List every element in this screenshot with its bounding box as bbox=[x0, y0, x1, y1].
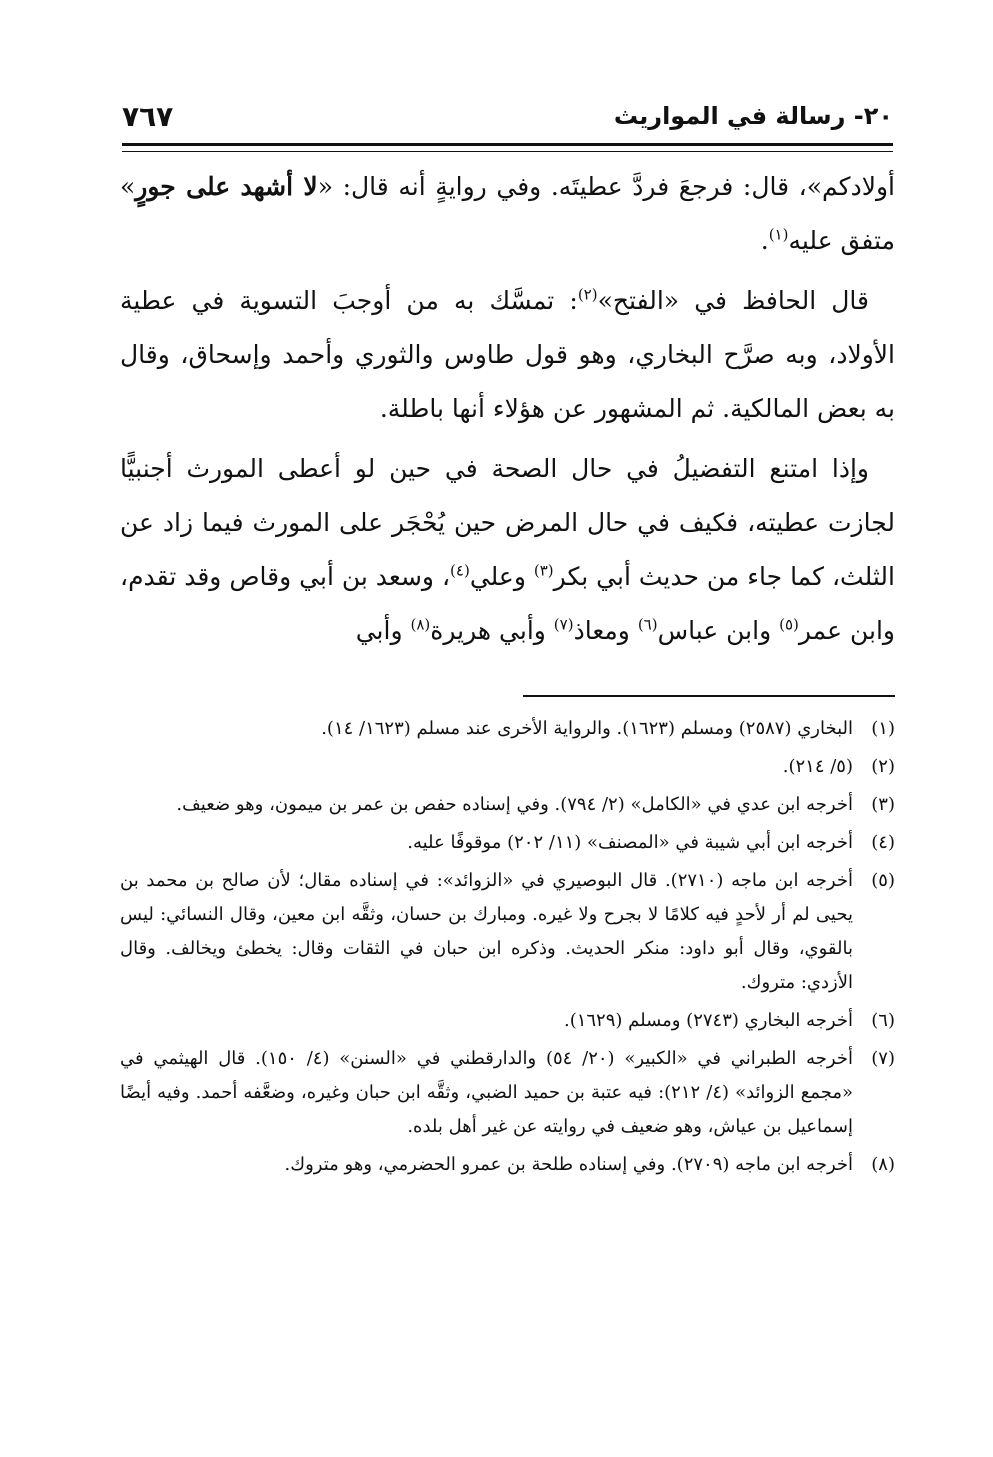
footnote-text: أخرجه ابن عدي في «الكامل» (٢/ ٧٩٤). وفي إسناده حفص بن عمر بن ميمون، وهو ضعيف. bbox=[176, 794, 853, 815]
footnote-7 bbox=[120, 1042, 895, 1144]
footnote-text: أخرجه ابن أبي شيبة في «المصنف» (١١/ ٢٠٢) موقوفًا عليه. bbox=[407, 832, 853, 853]
p3-text-7: وأبي bbox=[355, 616, 411, 645]
p3-text-3: ، وسعد بن أبي وقاص وقد تقدم، وابن عمر bbox=[120, 562, 895, 645]
footnote-number: (١) bbox=[871, 718, 895, 739]
footnote-text: أخرجه الطبراني في «الكبير» (٢٠/ ٥٤) والدارقطني في «السنن» (٤/ ١٥٠). قال الهيثمي في «مجمع الزوائد» (٤/ ٢١٢): فيه عتبة بن حميد الضبي، وثقَّه ابن حبان وغيره، وضعَّفه أحمد. وفيه أيضًا إسماعيل بن عياش، وهو ضعيف في روايته عن غير أهل بلده. bbox=[120, 1048, 853, 1137]
footnote-1 bbox=[120, 712, 895, 746]
chapter-title: ٢٠- رسالة في المواريث bbox=[613, 102, 893, 130]
page-number: ٧٦٧ bbox=[122, 100, 174, 133]
footnote-6 bbox=[120, 1004, 895, 1038]
footnote-8 bbox=[120, 1148, 895, 1182]
p2-text-2: : تمسَّك به من أوجبَ التسوية في عطية الأولاد، وبه صرَّح البخاري، وهو قول طاوس والثوري وأحمد وإسحاق، وقال به بعض المالكية. ثم المشهور عن هؤلاء أنها باطلة. bbox=[120, 286, 895, 423]
footnote-ref-8[interactable]: (٨) bbox=[410, 615, 431, 634]
footnote-ref-6[interactable]: (٦) bbox=[637, 615, 658, 634]
p1-text-3: . bbox=[760, 226, 769, 255]
footnote-text: البخاري (٢٥٨٧) ومسلم (١٦٢٣). والرواية الأخرى عند مسلم (١٦٢٣/ ١٤). bbox=[321, 718, 853, 739]
p1-text-1: أولادكم»، قال: فرجعَ فردَّ عطيتَه. وفي روايةٍ أنه قال: « bbox=[317, 172, 895, 201]
p3-text-6: وأبي هريرة bbox=[430, 616, 554, 645]
p3-text-1: وإذا امتنع التفضيلُ في حال الصحة في حين لو أعطى المورث أجنبيًّا لجازت عطيته، فكيف في حال المرض حين يُحْجَر على المورث فيما زاد عن الثلث، كما جاء من حديث أبي بكر bbox=[120, 454, 895, 591]
footnote-number: (٣) bbox=[871, 794, 895, 815]
footnote-3 bbox=[120, 788, 895, 822]
footnote-number: (٧) bbox=[871, 1048, 895, 1069]
footnotes bbox=[120, 712, 895, 1186]
paragraph-2 bbox=[120, 274, 895, 436]
p2-text-1: قال الحافظ في «الفتح» bbox=[597, 286, 870, 315]
footnote-ref-2[interactable]: (٢) bbox=[577, 285, 598, 304]
p1-hadith-quote: لا أشهد على جورٍ bbox=[135, 172, 318, 201]
footnote-ref-7[interactable]: (٧) bbox=[553, 615, 574, 634]
footnote-number: (٢) bbox=[871, 756, 895, 777]
footnote-text: أخرجه ابن ماجه (٢٧٠٩). وفي إسناده طلحة بن عمرو الحضرمي، وهو متروك. bbox=[284, 1154, 853, 1175]
p3-text-2: وعلي bbox=[469, 562, 534, 591]
footnote-text: أخرجه البخاري (٢٧٤٣) ومسلم (١٦٢٩). bbox=[563, 1010, 853, 1031]
p1-text-2: » متفق عليه bbox=[120, 172, 895, 255]
footnote-text: أخرجه ابن ماجه (٢٧١٠). قال البوصيري في «الزوائد»: في إسناده مقال؛ لأن صالح بن محمد بن يحيى لم أر لأحدٍ فيه كلامًا لا بجرح ولا غيره. ومبارك بن حسان، وثقَّه ابن معين، وقال النسائي: ليس بالقوي، وقال أبو داود: منكر الحديث. وذكره ابن حبان في الثقات وقال: يخطئ ويخالف. وقال الأزدي: متروك. bbox=[120, 870, 853, 993]
footnote-number: (٤) bbox=[871, 832, 895, 853]
header-rule bbox=[122, 143, 893, 146]
footnote-ref-3[interactable]: (٣) bbox=[533, 561, 554, 580]
footnote-ref-1[interactable]: (١) bbox=[768, 225, 789, 244]
header-rule-thin bbox=[122, 151, 893, 152]
paragraph-1 bbox=[120, 160, 895, 268]
footnote-number: (٨) bbox=[871, 1154, 895, 1175]
footnote-ref-4[interactable]: (٤) bbox=[450, 561, 470, 580]
footnote-number: (٦) bbox=[871, 1010, 895, 1031]
footnote-text: (٥/ ٢١٤). bbox=[782, 756, 853, 777]
p3-text-5: ومعاذ bbox=[573, 616, 638, 645]
running-header bbox=[122, 100, 893, 146]
footnote-separator bbox=[523, 695, 895, 697]
footnote-4 bbox=[120, 826, 895, 860]
footnote-5 bbox=[120, 864, 895, 1000]
footnote-ref-5[interactable]: (٥) bbox=[779, 615, 799, 634]
p3-text-4: وابن عباس bbox=[657, 616, 780, 645]
main-text bbox=[120, 160, 895, 664]
footnote-number: (٥) bbox=[871, 870, 895, 891]
footnote-2 bbox=[120, 750, 895, 784]
paragraph-3 bbox=[120, 442, 895, 658]
